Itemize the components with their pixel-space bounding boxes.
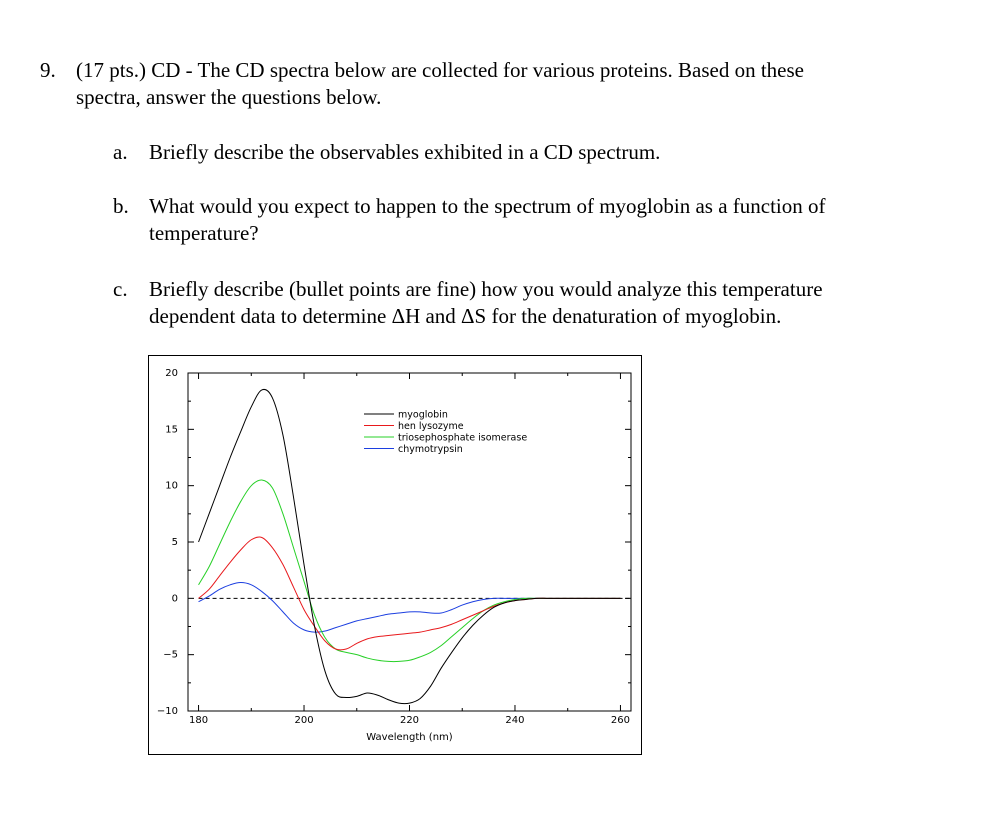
y-tick-label: 15 bbox=[165, 424, 178, 436]
y-tick-label: 10 bbox=[165, 480, 178, 492]
question-number: 9. bbox=[40, 58, 56, 82]
y-tick-label: 20 bbox=[165, 368, 178, 379]
x-tick-label: 200 bbox=[294, 715, 314, 726]
legend-label: chymotrypsin bbox=[398, 444, 463, 455]
x-tick-label: 180 bbox=[189, 715, 209, 726]
question-text-line-2: spectra, answer the questions below. bbox=[76, 85, 382, 109]
sub-question-text: Briefly describe (bullet points are fine) how you would analyze this temperature bbox=[149, 277, 823, 301]
y-tick-label: −5 bbox=[163, 649, 178, 661]
sub-question-text: Briefly describe the observables exhibited in a CD spectrum. bbox=[149, 140, 661, 164]
cd-spectra-chart bbox=[148, 355, 642, 755]
series-line-hen-lysozyme bbox=[199, 537, 621, 650]
sub-question-text: dependent data to determine ΔH and ΔS for the denaturation of myoglobin. bbox=[149, 304, 782, 328]
series-line-triosephosphate-isomerase bbox=[199, 480, 621, 662]
sub-question-letter: a. bbox=[113, 140, 128, 164]
y-tick-label: 0 bbox=[171, 593, 178, 605]
x-axis-label: Wavelength (nm) bbox=[366, 732, 453, 743]
x-tick-label: 220 bbox=[399, 715, 420, 726]
legend bbox=[364, 410, 527, 456]
y-tick-label: −10 bbox=[156, 706, 178, 717]
chart-canvas bbox=[149, 356, 641, 754]
legend-label: hen lysozyme bbox=[398, 421, 464, 432]
sub-question-letter: c. bbox=[113, 277, 128, 301]
question-text-line-1: (17 pts.) CD - The CD spectra below are collected for various proteins. Based on these bbox=[76, 58, 804, 82]
sub-question-text: temperature? bbox=[149, 221, 259, 245]
legend-label: triosephosphate isomerase bbox=[398, 432, 528, 444]
sub-question-letter: b. bbox=[113, 194, 129, 218]
x-tick-label: 240 bbox=[505, 715, 525, 726]
axis-ticks bbox=[157, 368, 631, 726]
sub-question-text: What would you expect to happen to the spectrum of myoglobin as a function of bbox=[149, 194, 826, 218]
series-line-chymotrypsin bbox=[199, 583, 621, 633]
y-tick-label: 5 bbox=[171, 537, 178, 548]
x-tick-label: 260 bbox=[610, 715, 630, 726]
legend-label: myoglobin bbox=[398, 409, 448, 421]
